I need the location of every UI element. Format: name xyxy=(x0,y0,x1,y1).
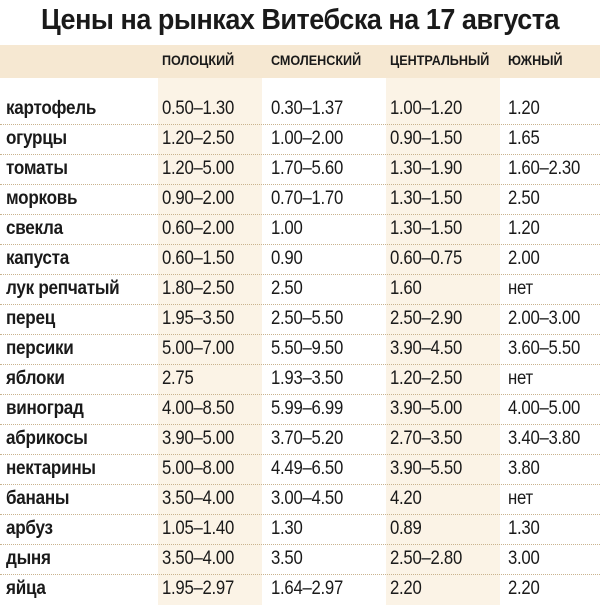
price-yuzhny: нет xyxy=(508,368,533,389)
row-divider xyxy=(0,514,600,515)
price-tsentralny: 2.70–3.50 xyxy=(390,428,463,449)
row-divider xyxy=(0,424,600,425)
product-name: огурцы xyxy=(6,128,67,149)
table-row xyxy=(0,214,600,244)
table-row xyxy=(0,544,600,574)
price-polotsky: 1.20–5.00 xyxy=(162,158,235,179)
price-smolensky: 2.50 xyxy=(271,278,303,299)
price-tsentralny: 2.50–2.80 xyxy=(390,548,463,569)
price-yuzhny: 4.00–5.00 xyxy=(508,398,581,419)
price-tsentralny: 3.90–5.50 xyxy=(390,458,463,479)
price-smolensky: 1.00–2.00 xyxy=(271,128,344,149)
table-row xyxy=(0,184,600,214)
product-name: томаты xyxy=(6,158,68,179)
price-yuzhny: 3.60–5.50 xyxy=(508,338,581,359)
row-divider xyxy=(0,394,600,395)
price-yuzhny: 2.00–3.00 xyxy=(508,308,581,329)
price-tsentralny: 1.30–1.50 xyxy=(390,218,463,239)
price-yuzhny: нет xyxy=(508,278,533,299)
price-yuzhny: 3.00 xyxy=(508,548,540,569)
price-polotsky: 5.00–7.00 xyxy=(162,338,235,359)
row-divider xyxy=(0,484,600,485)
price-smolensky: 1.30 xyxy=(271,518,303,539)
product-name: перец xyxy=(6,308,55,329)
table-row xyxy=(0,154,600,184)
price-tsentralny: 1.30–1.50 xyxy=(390,188,463,209)
product-name: дыня xyxy=(6,548,51,569)
row-divider xyxy=(0,124,600,125)
price-polotsky: 3.50–4.00 xyxy=(162,488,235,509)
table-row xyxy=(0,334,600,364)
price-polotsky: 0.60–1.50 xyxy=(162,248,235,269)
price-yuzhny: 2.50 xyxy=(508,188,540,209)
price-tsentralny: 0.90–1.50 xyxy=(390,128,463,149)
column-header-yuzhny: ЮЖНЫЙ xyxy=(508,52,563,68)
price-tsentralny: 2.50–2.90 xyxy=(390,308,463,329)
price-yuzhny: нет xyxy=(508,488,533,509)
table-row xyxy=(0,304,600,334)
price-tsentralny: 2.20 xyxy=(390,578,422,599)
product-name: персики xyxy=(6,338,74,359)
table-row xyxy=(0,394,600,424)
column-header-polotsky: ПОЛОЦКИЙ xyxy=(162,52,235,68)
price-polotsky: 1.20–2.50 xyxy=(162,128,235,149)
price-smolensky: 1.00 xyxy=(271,218,303,239)
product-name: морковь xyxy=(6,188,78,209)
price-smolensky: 4.49–6.50 xyxy=(271,458,344,479)
price-tsentralny: 4.20 xyxy=(390,488,422,509)
product-name: яблоки xyxy=(6,368,65,389)
table-row xyxy=(0,244,600,274)
table-row xyxy=(0,274,600,304)
price-polotsky: 5.00–8.00 xyxy=(162,458,235,479)
price-yuzhny: 1.20 xyxy=(508,218,540,239)
price-smolensky: 3.00–4.50 xyxy=(271,488,344,509)
price-tsentralny: 1.20–2.50 xyxy=(390,368,463,389)
product-name: абрикосы xyxy=(6,428,88,449)
price-smolensky: 3.50 xyxy=(271,548,303,569)
row-divider xyxy=(0,544,600,545)
row-divider xyxy=(0,274,600,275)
price-yuzhny: 2.00 xyxy=(508,248,540,269)
product-name: яйца xyxy=(6,578,46,599)
row-divider xyxy=(0,184,600,185)
price-smolensky: 0.30–1.37 xyxy=(271,98,344,119)
price-yuzhny: 2.20 xyxy=(508,578,540,599)
product-name: арбуз xyxy=(6,518,53,539)
price-polotsky: 1.80–2.50 xyxy=(162,278,235,299)
table-row xyxy=(0,94,600,124)
price-tsentralny: 0.89 xyxy=(390,518,422,539)
table-row xyxy=(0,124,600,154)
price-polotsky: 1.05–1.40 xyxy=(162,518,235,539)
price-polotsky: 4.00–8.50 xyxy=(162,398,235,419)
table-row xyxy=(0,454,600,484)
row-divider xyxy=(0,454,600,455)
price-yuzhny: 3.80 xyxy=(508,458,540,479)
table-row xyxy=(0,484,600,514)
price-tsentralny: 1.60 xyxy=(390,278,422,299)
price-polotsky: 3.90–5.00 xyxy=(162,428,235,449)
price-polotsky: 0.60–2.00 xyxy=(162,218,235,239)
product-name: картофель xyxy=(6,98,97,119)
price-smolensky: 0.70–1.70 xyxy=(271,188,344,209)
price-polotsky: 2.75 xyxy=(162,368,194,389)
price-smolensky: 1.93–3.50 xyxy=(271,368,344,389)
price-smolensky: 5.99–6.99 xyxy=(271,398,344,419)
page-title: Цены на рынках Витебска на 17 августа xyxy=(40,4,560,36)
row-divider xyxy=(0,364,600,365)
row-divider xyxy=(0,334,600,335)
price-tsentralny: 1.00–1.20 xyxy=(390,98,463,119)
table-row xyxy=(0,424,600,454)
product-name: виноград xyxy=(6,398,84,419)
row-divider xyxy=(0,214,600,215)
price-yuzhny: 3.40–3.80 xyxy=(508,428,581,449)
price-smolensky: 3.70–5.20 xyxy=(271,428,344,449)
price-polotsky: 1.95–3.50 xyxy=(162,308,235,329)
price-smolensky: 0.90 xyxy=(271,248,303,269)
table-row xyxy=(0,574,600,604)
table-row xyxy=(0,364,600,394)
column-header-tsentralny: ЦЕНТРАЛЬНЫЙ xyxy=(390,52,490,68)
row-divider xyxy=(0,154,600,155)
product-name: свекла xyxy=(6,218,63,239)
price-smolensky: 1.70–5.60 xyxy=(271,158,344,179)
price-smolensky: 2.50–5.50 xyxy=(271,308,344,329)
product-name: лук репчатый xyxy=(6,278,120,299)
column-header-smolensky: СМОЛЕНСКИЙ xyxy=(271,52,362,68)
price-polotsky: 1.95–2.97 xyxy=(162,578,235,599)
product-name: капуста xyxy=(6,248,69,269)
row-divider xyxy=(0,244,600,245)
price-polotsky: 3.50–4.00 xyxy=(162,548,235,569)
price-yuzhny: 1.65 xyxy=(508,128,540,149)
row-divider xyxy=(0,304,600,305)
price-smolensky: 5.50–9.50 xyxy=(271,338,344,359)
price-yuzhny: 1.30 xyxy=(508,518,540,539)
row-divider xyxy=(0,574,600,575)
price-polotsky: 0.90–2.00 xyxy=(162,188,235,209)
price-tsentralny: 1.30–1.90 xyxy=(390,158,463,179)
price-yuzhny: 1.60–2.30 xyxy=(508,158,581,179)
price-yuzhny: 1.20 xyxy=(508,98,540,119)
product-name: нектарины xyxy=(6,458,96,479)
price-tsentralny: 0.60–0.75 xyxy=(390,248,463,269)
price-polotsky: 0.50–1.30 xyxy=(162,98,235,119)
product-name: бананы xyxy=(6,488,70,509)
price-smolensky: 1.64–2.97 xyxy=(271,578,344,599)
table-row xyxy=(0,514,600,544)
price-tsentralny: 3.90–4.50 xyxy=(390,338,463,359)
price-tsentralny: 3.90–5.00 xyxy=(390,398,463,419)
